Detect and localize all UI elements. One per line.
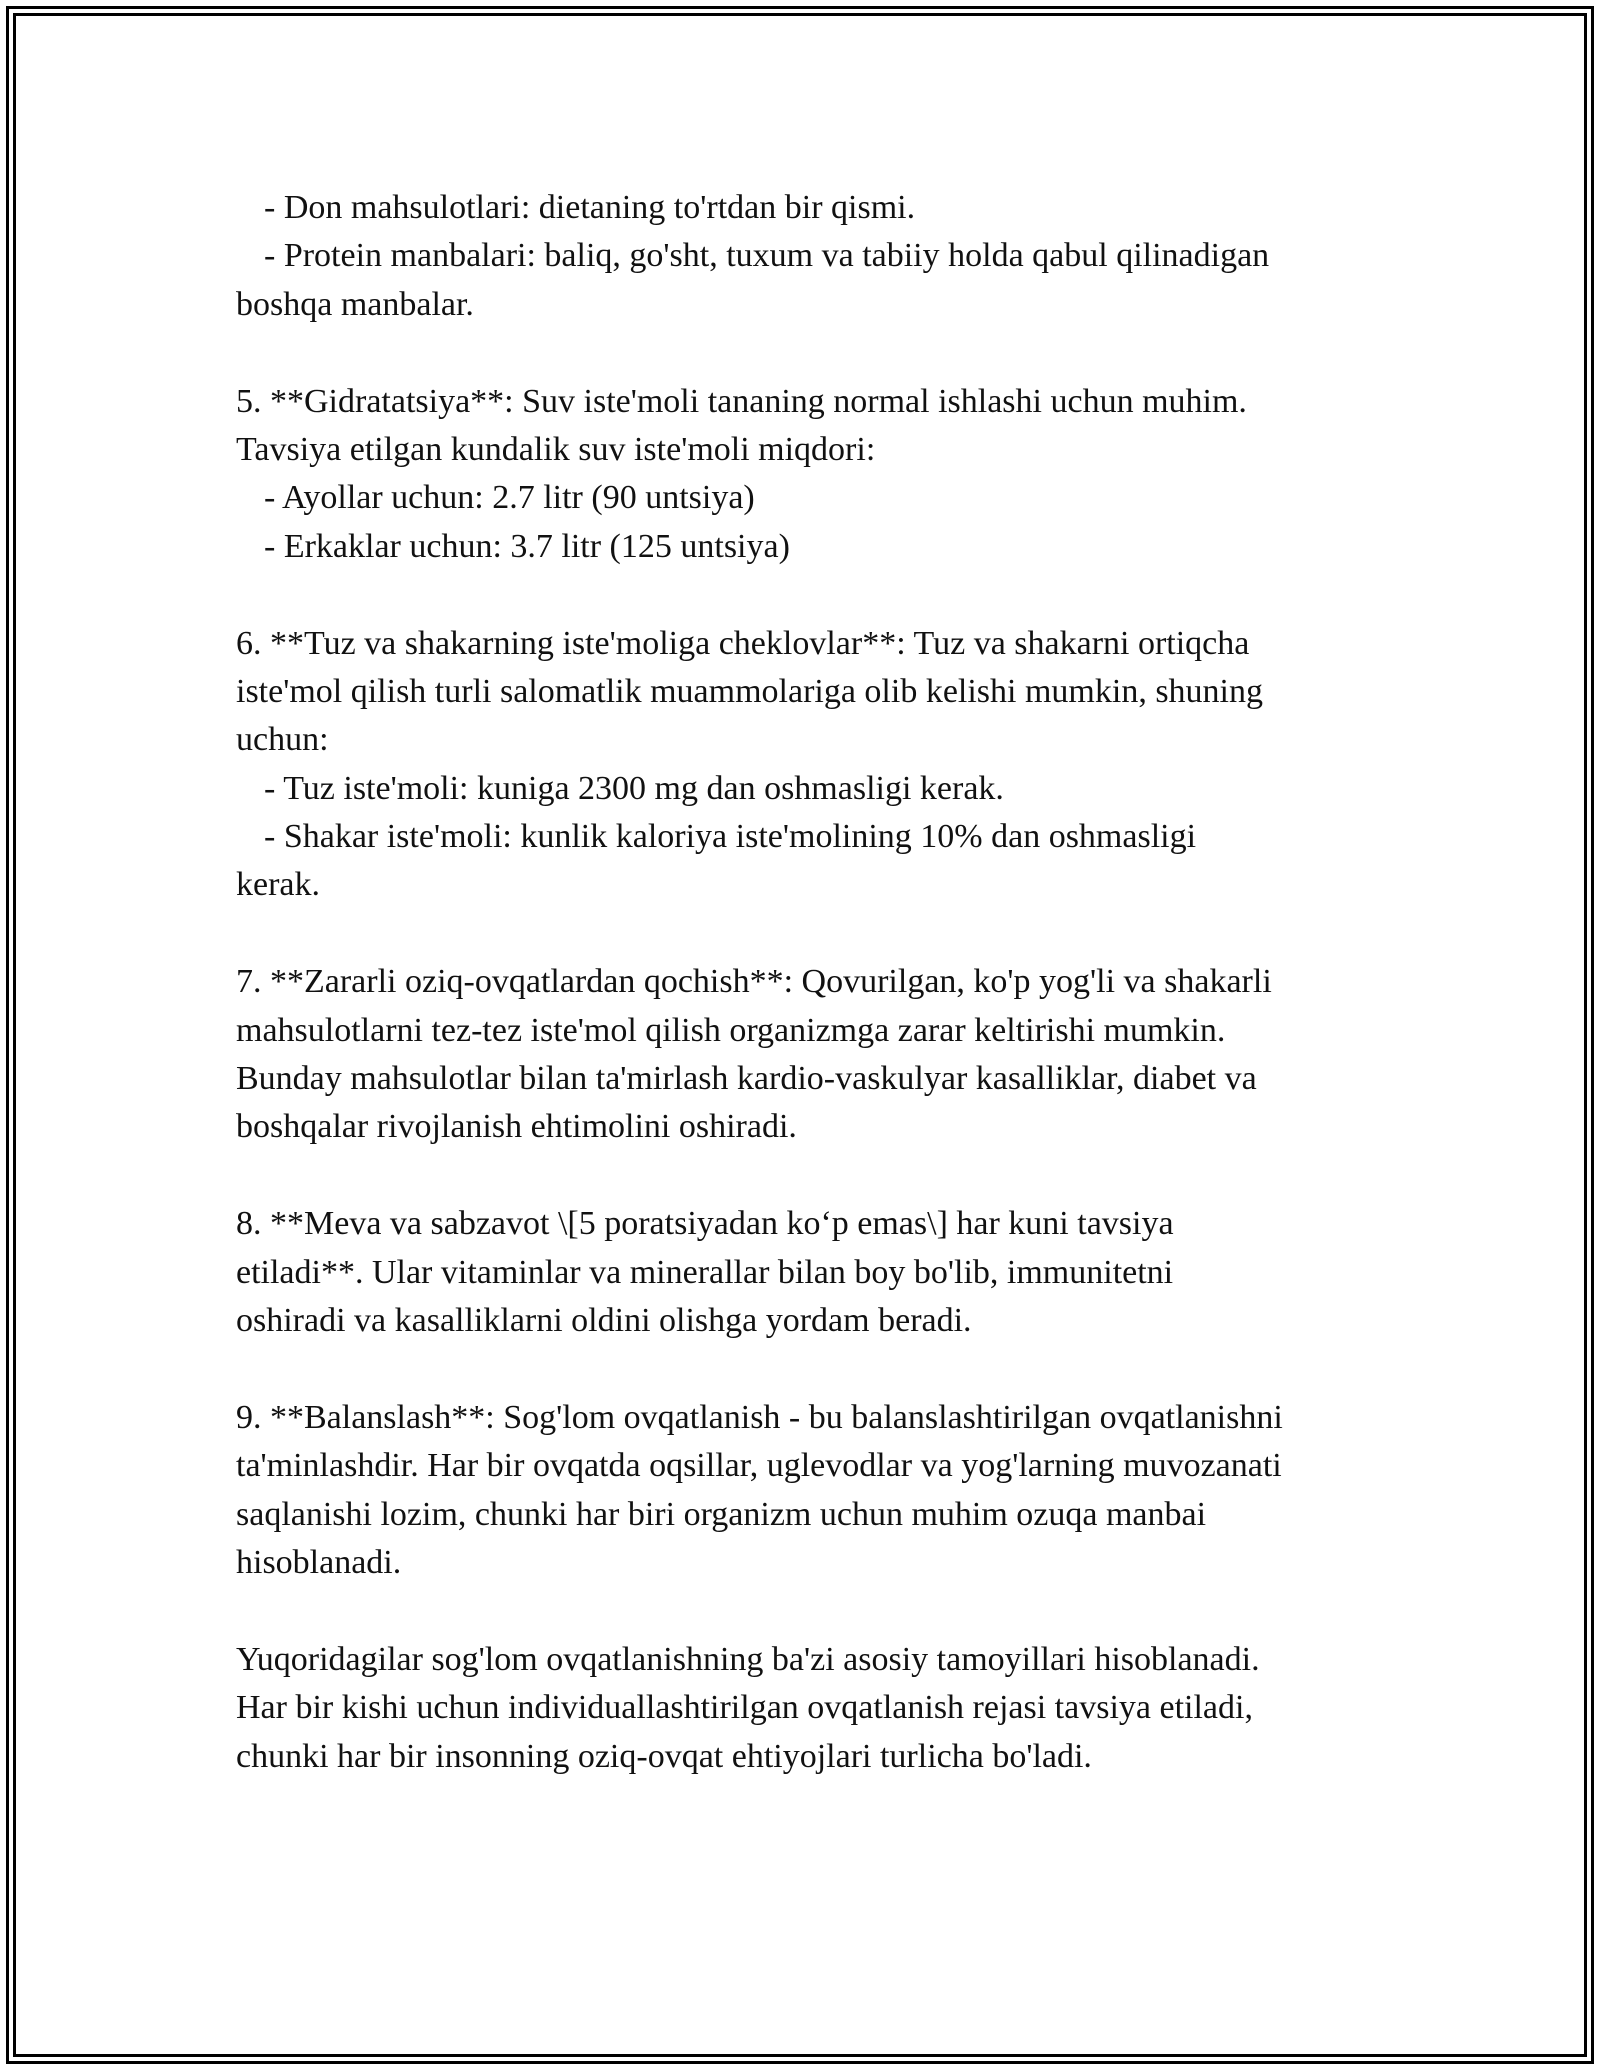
paragraph-spacer bbox=[236, 329, 1386, 377]
paragraph-spacer bbox=[236, 571, 1386, 619]
text-line: kerak. bbox=[236, 866, 321, 904]
paragraph-spacer bbox=[236, 1152, 1386, 1200]
text-line: Tavsiya etilgan kundalik suv iste'moli miqdori: bbox=[236, 430, 876, 468]
paragraph-conclusion bbox=[236, 1636, 1386, 1781]
text-line: uchun: bbox=[236, 721, 329, 759]
text-line: iste'mol qilish turli salomatlik muammolariga olib kelishi mumkin, shuning bbox=[236, 672, 1264, 710]
text-line: 5. **Gidratatsiya**: Suv iste'moli tananing normal ishlashi uchun muhim. bbox=[236, 382, 1247, 420]
text-line: boshqa manbalar. bbox=[236, 285, 474, 323]
text-line: mahsulotlarni tez-tez iste'mol qilish organizmga zarar keltirishi mumkin. bbox=[236, 1011, 1226, 1049]
paragraph-spacer bbox=[236, 1345, 1386, 1393]
paragraph-item-5 bbox=[236, 378, 1386, 572]
text-line: 9. **Balanslash**: Sog'lom ovqatlanish - bu balanslashtirilgan ovqatlanishni bbox=[236, 1398, 1283, 1436]
text-line: etiladi**. Ular vitaminlar va minerallar bilan boy bo'lib, immunitetni bbox=[236, 1253, 1174, 1291]
paragraph-diet-list bbox=[236, 184, 1386, 329]
list-item-line: - Ayollar uchun: 2.7 litr (90 untsiya) bbox=[264, 479, 755, 517]
document-body bbox=[236, 184, 1386, 1781]
text-line: hisoblanadi. bbox=[236, 1543, 402, 1581]
text-line: Har bir kishi uchun individuallashtirilgan ovqatlanish rejasi tavsiya etiladi, bbox=[236, 1689, 1253, 1727]
paragraph-item-7 bbox=[236, 958, 1386, 1152]
text-line: Yuqoridagilar sog'lom ovqatlanishning ba'zi asosiy tamoyillari hisoblanadi. bbox=[236, 1640, 1260, 1678]
list-item-line: - Don mahsulotlari: dietaning to'rtdan bir qismi. bbox=[264, 189, 916, 226]
list-item-line: - Tuz iste'moli: kuniga 2300 mg dan oshmasligi kerak. bbox=[264, 769, 1004, 807]
paragraph-item-6 bbox=[236, 620, 1386, 910]
text-line: 6. **Tuz va shakarning iste'moliga cheklovlar**: Tuz va shakarni ortiqcha bbox=[236, 624, 1250, 662]
text-line: saqlanishi lozim, chunki har biri organizm uchun muhim ozuqa manbai bbox=[236, 1495, 1207, 1533]
text-line: chunki har bir insonning oziq-ovqat ehtiyojlari turlicha bo'ladi. bbox=[236, 1737, 1092, 1775]
text-line: ta'minlashdir. Har bir ovqatda oqsillar, uglevodlar va yog'larning muvozanati bbox=[236, 1447, 1282, 1485]
paragraph-spacer bbox=[236, 1587, 1386, 1635]
text-line: Bunday mahsulotlar bilan ta'mirlash kardio-vaskulyar kasalliklar, diabet va bbox=[236, 1060, 1257, 1098]
text-line: oshiradi va kasalliklarni oldini olishga yordam beradi. bbox=[236, 1301, 972, 1339]
paragraph-item-9 bbox=[236, 1394, 1386, 1588]
list-item-line: - Erkaklar uchun: 3.7 litr (125 untsiya) bbox=[264, 527, 790, 565]
text-line: boshqalar rivojlanish ehtimolini oshiradi. bbox=[236, 1108, 797, 1146]
list-item-line: - Protein manbalari: baliq, go'sht, tuxum va tabiiy holda qabul qilinadigan bbox=[264, 237, 1270, 275]
text-line: 8. **Meva va sabzavot \[5 poratsiyadan ko‘p emas\] har kuni tavsiya bbox=[236, 1205, 1174, 1243]
paragraph-spacer bbox=[236, 910, 1386, 958]
text-line: 7. **Zararli oziq-ovqatlardan qochish**: Qovurilgan, ko'p yog'li va shakarli bbox=[236, 963, 1272, 1001]
list-item-line: - Shakar iste'moli: kunlik kaloriya iste'molining 10% dan oshmasligi bbox=[264, 818, 1197, 856]
paragraph-item-8 bbox=[236, 1200, 1386, 1345]
